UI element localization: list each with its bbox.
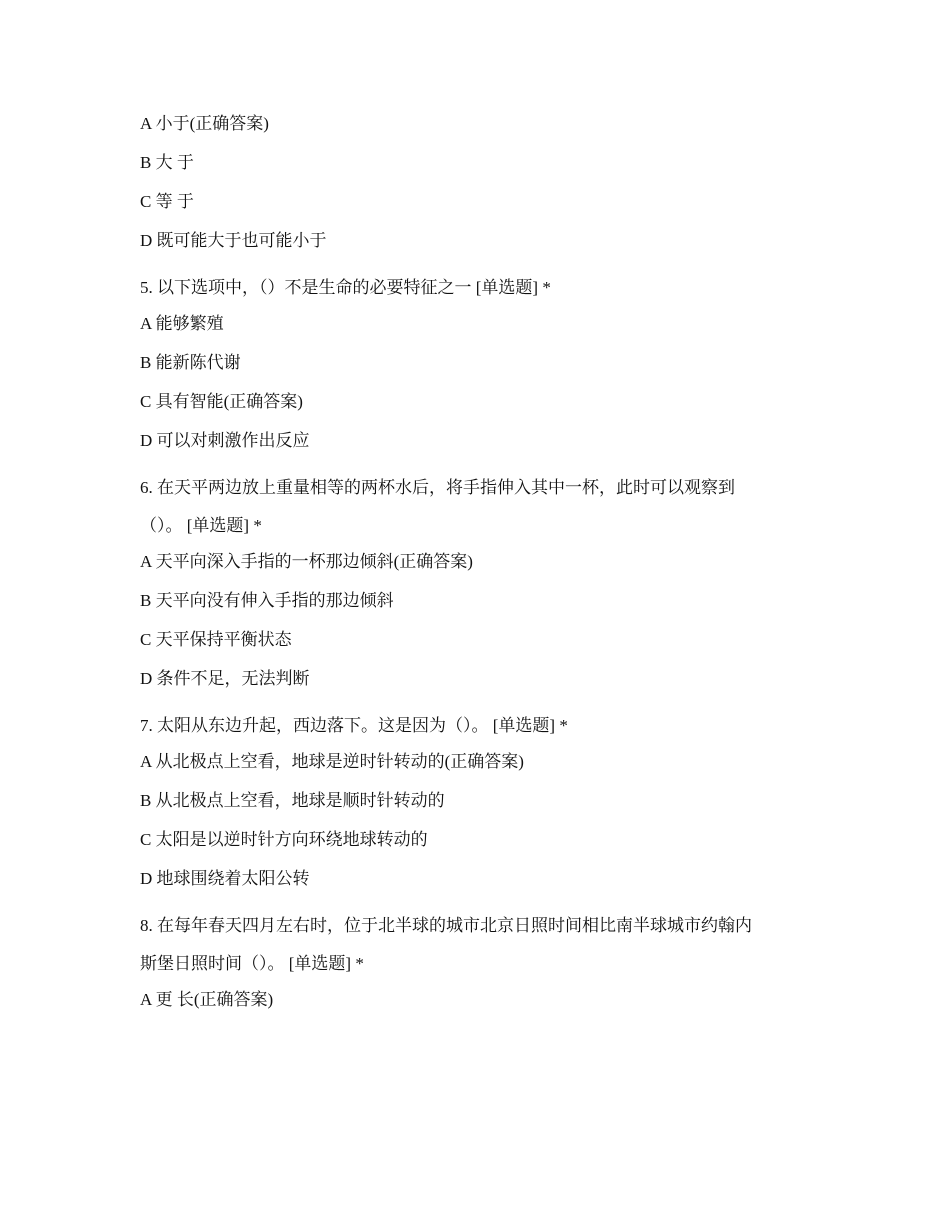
question-title: 8. 在每年春天四月左右时，位于北半球的城市北京日照时间相比南半球城市约翰内 (140, 916, 752, 935)
question-title: 6. 在天平两边放上重量相等的两杯水后，将手指伸入其中一杯，此时可以观察到 (140, 478, 735, 497)
option-text: A 能够繁殖 (140, 314, 224, 333)
option-text: B 大 于 (140, 153, 194, 172)
option-text: B 能新陈代谢 (140, 353, 241, 372)
question-title: 5. 以下选项中，（）不是生命的必要特征之一 [单选题] * (140, 278, 551, 297)
option-text: C 具有智能(正确答案) (140, 392, 303, 411)
option-text: A 更 长(正确答案) (140, 990, 274, 1009)
document-page (140, 113, 820, 1011)
option-text: D 既可能大于也可能小于 (140, 231, 327, 250)
option-text: C 天平保持平衡状态 (140, 630, 292, 649)
option-text: B 从北极点上空看，地球是顺时针转动的 (140, 791, 445, 810)
option-text: C 太阳是以逆时针方向环绕地球转动的 (140, 830, 428, 849)
question-title: 7. 太阳从东边升起，西边落下。这是因为（）。 [单选题] * (140, 716, 568, 735)
option-text: D 条件不足，无法判断 (140, 669, 310, 688)
option-text: A 小于(正确答案) (140, 114, 269, 133)
question-title: （）。 [单选题] * (140, 516, 262, 535)
question-title: 斯堡日照时间（）。 [单选题] * (140, 954, 364, 973)
option-text: B 天平向没有伸入手指的那边倾斜 (140, 591, 394, 610)
option-text: A 从北极点上空看，地球是逆时针转动的(正确答案) (140, 752, 524, 771)
option-text: A 天平向深入手指的一杯那边倾斜(正确答案) (140, 552, 473, 571)
option-text: D 可以对刺激作出反应 (140, 431, 310, 450)
option-text: C 等 于 (140, 192, 194, 211)
option-text: D 地球围绕着太阳公转 (140, 869, 310, 888)
